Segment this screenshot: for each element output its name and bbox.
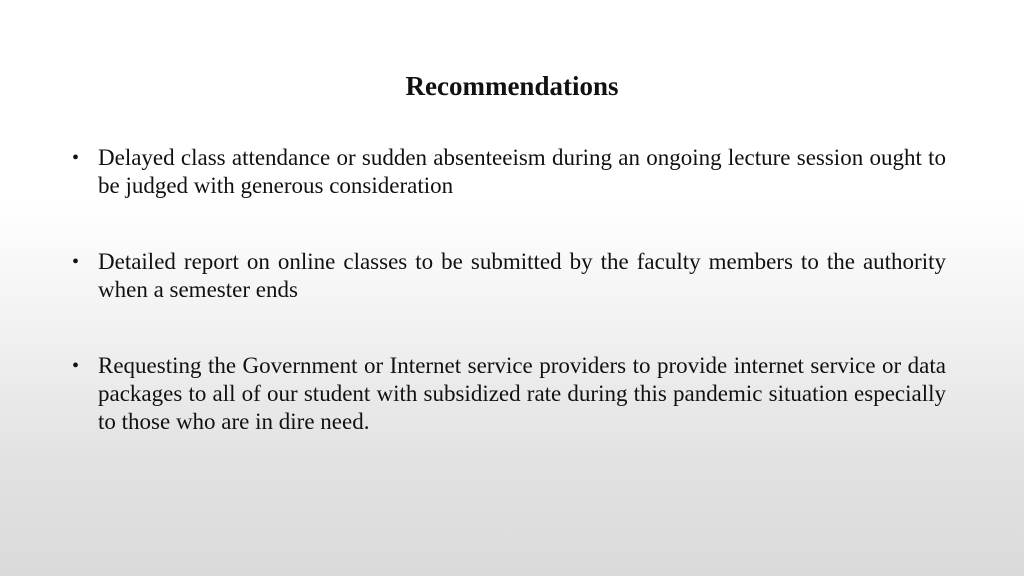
recommendation-item [72, 352, 946, 436]
recommendation-text: Detailed report on online classes to be submitted by the faculty members to the authority when a semester ends [98, 249, 946, 302]
bullet-icon: • [72, 251, 80, 273]
recommendation-item [72, 144, 946, 200]
recommendation-text: Delayed class attendance or sudden absenteeism during an ongoing lecture session ought to be judged with generous consideration [98, 145, 946, 198]
bullet-icon: • [72, 147, 80, 169]
recommendation-text: Requesting the Government or Internet service providers to provide internet service or data packages to all of our student with subsidized rate during this pandemic situation especially to those who are in dire need. [98, 353, 946, 434]
recommendation-list [72, 144, 946, 436]
slide-title: Recommendations [405, 71, 619, 101]
recommendation-item [72, 248, 946, 304]
bullet-icon: • [72, 355, 80, 377]
